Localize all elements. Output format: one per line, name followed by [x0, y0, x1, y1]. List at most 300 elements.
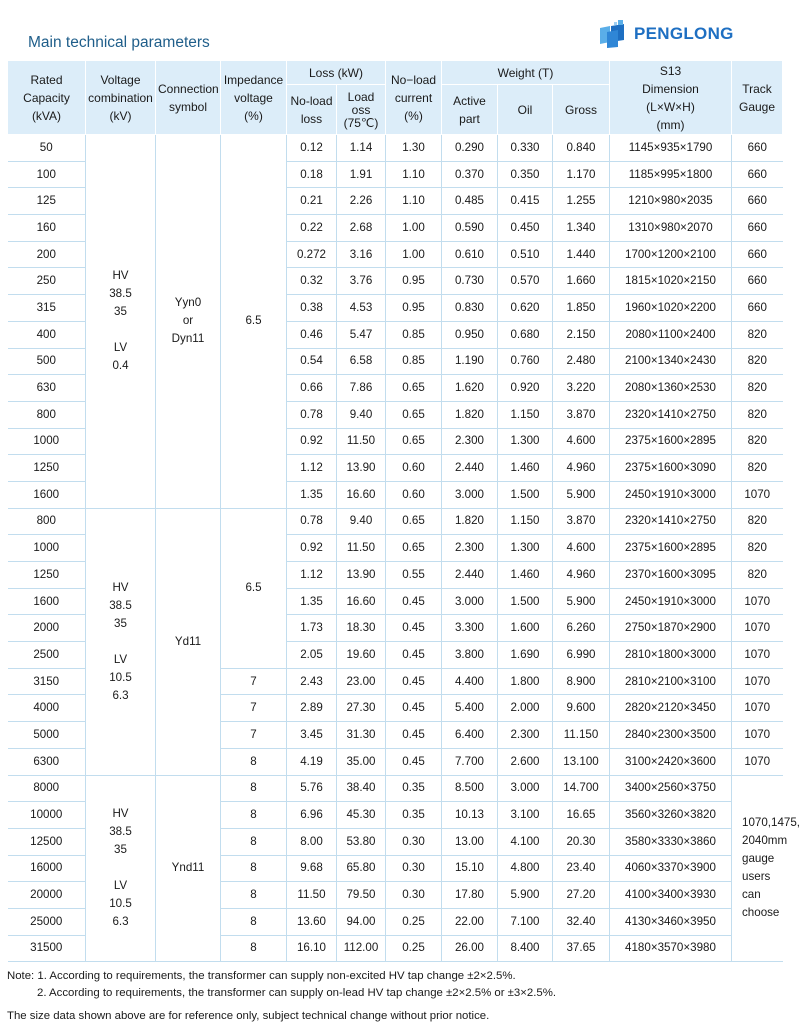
active-part-weight-cell: 17.80 [442, 882, 498, 909]
impedance-voltage-cell: 6.5 [221, 135, 287, 509]
oil-weight-cell: 8.400 [498, 935, 553, 962]
table-row [8, 508, 783, 535]
no-load-loss-cell: 1.73 [287, 615, 337, 642]
no-load-current-cell: 0.55 [386, 562, 442, 589]
active-part-weight-cell: 1.190 [442, 348, 498, 375]
load-loss-cell: 79.50 [337, 882, 386, 909]
gross-weight-cell: 0.840 [553, 135, 610, 162]
gross-weight-cell: 37.65 [553, 935, 610, 962]
load-loss-cell: 65.80 [337, 855, 386, 882]
active-part-weight-cell: 2.300 [442, 428, 498, 455]
rated-capacity-cell: 50 [8, 135, 86, 162]
active-part-weight-cell: 22.00 [442, 908, 498, 935]
dimension-cell: 1145×935×1790 [610, 135, 732, 162]
dimension-cell: 2450×1910×3000 [610, 481, 732, 508]
oil-weight-cell: 0.620 [498, 295, 553, 322]
oil-weight-cell: 1.150 [498, 401, 553, 428]
impedance-voltage-cell: 8 [221, 802, 287, 829]
active-part-weight-cell: 4.400 [442, 668, 498, 695]
penglong-logo-icon [598, 20, 628, 48]
active-part-weight-cell: 3.000 [442, 588, 498, 615]
hv-value: 38.5 [109, 825, 132, 839]
hv-value: 35 [114, 616, 127, 630]
no-load-loss-cell: 0.32 [287, 268, 337, 295]
no-load-current-cell: 1.10 [386, 188, 442, 215]
gross-weight-cell: 1.850 [553, 295, 610, 322]
active-part-weight-cell: 1.820 [442, 508, 498, 535]
oil-weight-cell: 0.510 [498, 241, 553, 268]
brand-name: PENGLONG [634, 24, 734, 43]
oil-weight-cell: 0.450 [498, 215, 553, 242]
track-gauge-cell: 660 [732, 215, 783, 242]
load-loss-cell: 23.00 [337, 668, 386, 695]
load-loss-cell: 11.50 [337, 535, 386, 562]
track-gauge-cell: 660 [732, 241, 783, 268]
dimension-cell: 1815×1020×2150 [610, 268, 732, 295]
no-load-loss-cell: 4.19 [287, 748, 337, 775]
load-loss-cell: 5.47 [337, 321, 386, 348]
no-load-current-cell: 0.45 [386, 615, 442, 642]
no-load-current-cell: 0.30 [386, 882, 442, 909]
dimension-cell: 3580×3330×3860 [610, 828, 732, 855]
dimension-cell: 4180×3570×3980 [610, 935, 732, 962]
no-load-loss-cell: 1.35 [287, 588, 337, 615]
notes [7, 968, 556, 1025]
header-no-load-loss: No-load loss [287, 85, 337, 135]
rated-capacity-cell: 5000 [8, 722, 86, 749]
dimension-cell: 2320×1410×2750 [610, 401, 732, 428]
track-gauge-cell: 660 [732, 135, 783, 162]
dimension-cell: 2840×2300×3500 [610, 722, 732, 749]
no-load-current-cell: 1.10 [386, 161, 442, 188]
gross-weight-cell: 32.40 [553, 908, 610, 935]
dimension-cell: 2080×1100×2400 [610, 321, 732, 348]
gross-weight-cell: 5.900 [553, 481, 610, 508]
load-loss-cell: 16.60 [337, 481, 386, 508]
no-load-loss-cell: 0.92 [287, 428, 337, 455]
gross-weight-cell: 4.600 [553, 535, 610, 562]
no-load-loss-cell: 0.78 [287, 401, 337, 428]
active-part-weight-cell: 3.000 [442, 481, 498, 508]
no-load-loss-cell: 2.89 [287, 695, 337, 722]
dimension-cell: 2450×1910×3000 [610, 588, 732, 615]
load-loss-cell: 2.26 [337, 188, 386, 215]
rated-capacity-cell: 1600 [8, 481, 86, 508]
impedance-voltage-cell: 8 [221, 828, 287, 855]
table-row [8, 775, 783, 802]
rated-capacity-cell: 125 [8, 188, 86, 215]
dimension-cell: 4100×3400×3930 [610, 882, 732, 909]
oil-weight-cell: 2.000 [498, 695, 553, 722]
rated-capacity-cell: 4000 [8, 695, 86, 722]
header-weight-group: Weight (T) [442, 61, 610, 85]
spacer [86, 321, 155, 339]
active-part-weight-cell: 10.13 [442, 802, 498, 829]
active-part-weight-cell: 13.00 [442, 828, 498, 855]
no-load-current-cell: 0.95 [386, 268, 442, 295]
no-load-loss-cell: 0.46 [287, 321, 337, 348]
dimension-cell: 3400×2560×3750 [610, 775, 732, 802]
dimension-cell: 2370×1600×3095 [610, 562, 732, 589]
no-load-current-cell: 0.85 [386, 321, 442, 348]
note-1: Note: 1. According to requirements, the transformer can supply non-excited HV tap change ±2×2.5%. [7, 970, 516, 982]
header-track-gauge: Track Gauge [732, 61, 783, 135]
no-load-current-cell: 0.65 [386, 508, 442, 535]
oil-weight-cell: 1.690 [498, 642, 553, 669]
voltage-combination-cell [86, 508, 156, 775]
dimension-cell: 2080×1360×2530 [610, 375, 732, 402]
load-loss-cell: 94.00 [337, 908, 386, 935]
dimension-cell: 3560×3260×3820 [610, 802, 732, 829]
gross-weight-cell: 1.170 [553, 161, 610, 188]
gross-weight-cell: 20.30 [553, 828, 610, 855]
track-gauge-cell: 1070 [732, 695, 783, 722]
active-part-weight-cell: 0.485 [442, 188, 498, 215]
oil-weight-cell: 2.300 [498, 722, 553, 749]
technical-parameters-table [7, 60, 800, 962]
oil-weight-cell: 0.330 [498, 135, 553, 162]
lv-label: LV [113, 341, 128, 355]
dimension-cell: 1185×995×1800 [610, 161, 732, 188]
no-load-loss-cell: 0.21 [287, 188, 337, 215]
dimension-cell: 1210×980×2035 [610, 188, 732, 215]
no-load-current-cell: 1.00 [386, 241, 442, 268]
no-load-loss-cell: 3.45 [287, 722, 337, 749]
spacer [86, 633, 155, 651]
no-load-current-cell: 0.45 [386, 748, 442, 775]
rated-capacity-cell: 315 [8, 295, 86, 322]
gross-weight-cell: 1.340 [553, 215, 610, 242]
load-loss-cell: 3.16 [337, 241, 386, 268]
no-load-current-cell: 0.65 [386, 535, 442, 562]
load-loss-cell: 19.60 [337, 642, 386, 669]
no-load-current-cell: 0.65 [386, 401, 442, 428]
rated-capacity-cell: 500 [8, 348, 86, 375]
header-gross: Gross [553, 85, 610, 135]
dimension-cell: 1960×1020×2200 [610, 295, 732, 322]
impedance-voltage-cell: 6.5 [221, 508, 287, 668]
header-connection-symbol: Connection symbol [156, 61, 221, 135]
hv-label: HV [112, 580, 129, 594]
track-gauge-cell: 820 [732, 535, 783, 562]
no-load-loss-cell: 0.272 [287, 241, 337, 268]
gross-weight-cell: 6.260 [553, 615, 610, 642]
table-row [8, 135, 783, 162]
table-header [8, 61, 783, 135]
lv-value: 10.5 [109, 670, 132, 684]
impedance-voltage-cell: 8 [221, 935, 287, 962]
oil-weight-cell: 0.920 [498, 375, 553, 402]
dimension-cell: 2375×1600×2895 [610, 535, 732, 562]
rated-capacity-cell: 2500 [8, 642, 86, 669]
rated-capacity-cell: 1250 [8, 562, 86, 589]
dimension-cell: 2100×1340×2430 [610, 348, 732, 375]
no-load-loss-cell: 8.00 [287, 828, 337, 855]
connection-symbol: Yyn0 [174, 296, 202, 310]
load-loss-cell: 35.00 [337, 748, 386, 775]
connection-symbol: or [182, 314, 194, 328]
no-load-current-cell: 0.30 [386, 855, 442, 882]
no-load-current-cell: 0.30 [386, 828, 442, 855]
no-load-current-cell: 0.95 [386, 295, 442, 322]
gross-weight-cell: 5.900 [553, 588, 610, 615]
active-part-weight-cell: 1.820 [442, 401, 498, 428]
oil-weight-cell: 1.500 [498, 588, 553, 615]
active-part-weight-cell: 5.400 [442, 695, 498, 722]
active-part-weight-cell: 7.700 [442, 748, 498, 775]
rated-capacity-cell: 25000 [8, 908, 86, 935]
rated-capacity-cell: 3150 [8, 668, 86, 695]
active-part-weight-cell: 26.00 [442, 935, 498, 962]
gross-weight-cell: 9.600 [553, 695, 610, 722]
active-part-weight-cell: 0.830 [442, 295, 498, 322]
track-gauge-cell: 820 [732, 428, 783, 455]
oil-weight-cell: 1.150 [498, 508, 553, 535]
note-2: 2. According to requirements, the transformer can supply on-lead HV tap change ±2×2.5% or ±3×2.5%. [37, 987, 557, 999]
gross-weight-cell: 3.870 [553, 401, 610, 428]
rated-capacity-cell: 10000 [8, 802, 86, 829]
oil-weight-cell: 7.100 [498, 908, 553, 935]
connection-symbol: Ynd11 [171, 861, 205, 875]
header-load-loss: Load oss (75℃) [337, 85, 386, 135]
gross-weight-cell: 1.660 [553, 268, 610, 295]
load-loss-cell: 27.30 [337, 695, 386, 722]
active-part-weight-cell: 0.370 [442, 161, 498, 188]
disclaimer: The size data shown above are for reference only, subject technical change without prior notice. [7, 1010, 490, 1022]
gauge-note-line: 1070,1475, [742, 816, 800, 830]
hv-label: HV [112, 807, 129, 821]
oil-weight-cell: 1.460 [498, 562, 553, 589]
rated-capacity-cell: 6300 [8, 748, 86, 775]
hv-value: 38.5 [109, 598, 132, 612]
dimension-cell: 2810×1800×3000 [610, 642, 732, 669]
dimension-cell: 2750×1870×2900 [610, 615, 732, 642]
active-part-weight-cell: 0.610 [442, 241, 498, 268]
active-part-weight-cell: 2.440 [442, 455, 498, 482]
hv-value: 35 [114, 305, 127, 319]
active-part-weight-cell: 2.300 [442, 535, 498, 562]
no-load-loss-cell: 1.12 [287, 455, 337, 482]
dimension-cell: 1700×1200×2100 [610, 241, 732, 268]
no-load-loss-cell: 0.22 [287, 215, 337, 242]
rated-capacity-cell: 800 [8, 401, 86, 428]
active-part-weight-cell: 1.620 [442, 375, 498, 402]
track-gauge-cell: 1070 [732, 722, 783, 749]
no-load-loss-cell: 5.76 [287, 775, 337, 802]
hv-value: 35 [114, 843, 127, 857]
load-loss-cell: 16.60 [337, 588, 386, 615]
no-load-loss-cell: 0.38 [287, 295, 337, 322]
header-voltage-combination: Voltage combination (kV) [86, 61, 156, 135]
track-gauge-cell: 820 [732, 348, 783, 375]
no-load-loss-cell: 13.60 [287, 908, 337, 935]
dimension-cell: 2320×1410×2750 [610, 508, 732, 535]
track-gauge-note-cell [732, 775, 800, 962]
gross-weight-cell: 23.40 [553, 855, 610, 882]
gross-weight-cell: 2.480 [553, 348, 610, 375]
gauge-note-line: 2040mm [742, 834, 788, 848]
lv-value: 0.4 [112, 359, 129, 373]
connection-symbol-cell [156, 508, 221, 775]
gauge-note-line: choose [742, 906, 780, 920]
load-loss-cell: 13.90 [337, 562, 386, 589]
no-load-current-cell: 0.45 [386, 668, 442, 695]
track-gauge-cell: 820 [732, 508, 783, 535]
oil-weight-cell: 3.100 [498, 802, 553, 829]
rated-capacity-cell: 1000 [8, 535, 86, 562]
rated-capacity-cell: 8000 [8, 775, 86, 802]
no-load-loss-cell: 2.05 [287, 642, 337, 669]
no-load-current-cell: 0.65 [386, 428, 442, 455]
impedance-voltage-cell: 7 [221, 695, 287, 722]
voltage-combination-cell [86, 135, 156, 509]
rated-capacity-cell: 1000 [8, 428, 86, 455]
no-load-loss-cell: 0.92 [287, 535, 337, 562]
track-gauge-cell: 660 [732, 161, 783, 188]
table-body [8, 135, 800, 962]
no-load-current-cell: 0.85 [386, 348, 442, 375]
load-loss-cell: 53.80 [337, 828, 386, 855]
track-gauge-cell: 660 [732, 295, 783, 322]
header-dimension: S13 Dimension (L×W×H) (mm) [610, 61, 732, 135]
rated-capacity-cell: 2000 [8, 615, 86, 642]
dimension-cell: 2820×2120×3450 [610, 695, 732, 722]
track-gauge-cell: 820 [732, 562, 783, 589]
gross-weight-cell: 14.700 [553, 775, 610, 802]
track-gauge-cell: 1070 [732, 642, 783, 669]
load-loss-cell: 13.90 [337, 455, 386, 482]
impedance-voltage-cell: 7 [221, 722, 287, 749]
no-load-current-cell: 0.60 [386, 481, 442, 508]
lv-value: 6.3 [112, 915, 129, 929]
no-load-loss-cell: 1.12 [287, 562, 337, 589]
load-loss-cell: 1.91 [337, 161, 386, 188]
rated-capacity-cell: 1600 [8, 588, 86, 615]
no-load-current-cell: 0.45 [386, 695, 442, 722]
track-gauge-cell: 820 [732, 321, 783, 348]
gross-weight-cell: 27.20 [553, 882, 610, 909]
connection-symbol-cell [156, 135, 221, 509]
gross-weight-cell: 2.150 [553, 321, 610, 348]
oil-weight-cell: 2.600 [498, 748, 553, 775]
load-loss-cell: 112.00 [337, 935, 386, 962]
dimension-cell: 2375×1600×2895 [610, 428, 732, 455]
connection-symbol-cell [156, 775, 221, 962]
no-load-current-cell: 1.30 [386, 135, 442, 162]
rated-capacity-cell: 250 [8, 268, 86, 295]
load-loss-cell: 4.53 [337, 295, 386, 322]
no-load-current-cell: 0.60 [386, 455, 442, 482]
load-loss-cell: 6.58 [337, 348, 386, 375]
dimension-cell: 1310×980×2070 [610, 215, 732, 242]
oil-weight-cell: 1.300 [498, 428, 553, 455]
no-load-current-cell: 0.45 [386, 588, 442, 615]
gross-weight-cell: 1.255 [553, 188, 610, 215]
gauge-note-line: gauge [742, 852, 775, 866]
lv-label: LV [113, 652, 128, 666]
load-loss-cell: 45.30 [337, 802, 386, 829]
header-no-load-current: No−load current (%) [386, 61, 442, 135]
track-gauge-cell: 1070 [732, 588, 783, 615]
gross-weight-cell: 1.440 [553, 241, 610, 268]
load-loss-cell: 9.40 [337, 508, 386, 535]
dimension-cell: 4060×3370×3900 [610, 855, 732, 882]
connection-symbol: Dyn11 [171, 332, 205, 346]
oil-weight-cell: 0.570 [498, 268, 553, 295]
no-load-loss-cell: 0.18 [287, 161, 337, 188]
gross-weight-cell: 4.960 [553, 455, 610, 482]
load-loss-cell: 3.76 [337, 268, 386, 295]
header-active-part: Active part [442, 85, 498, 135]
rated-capacity-cell: 200 [8, 241, 86, 268]
active-part-weight-cell: 8.500 [442, 775, 498, 802]
gross-weight-cell: 3.870 [553, 508, 610, 535]
rated-capacity-cell: 800 [8, 508, 86, 535]
active-part-weight-cell: 3.300 [442, 615, 498, 642]
load-loss-cell: 1.14 [337, 135, 386, 162]
header-impedance-voltage: Impedance voltage (%) [221, 61, 287, 135]
track-gauge-cell: 660 [732, 188, 783, 215]
no-load-loss-cell: 16.10 [287, 935, 337, 962]
lv-value: 6.3 [112, 688, 129, 702]
load-loss-cell: 31.30 [337, 722, 386, 749]
gross-weight-cell: 3.220 [553, 375, 610, 402]
no-load-loss-cell: 6.96 [287, 802, 337, 829]
oil-weight-cell: 1.500 [498, 481, 553, 508]
track-gauge-cell: 660 [732, 268, 783, 295]
rated-capacity-cell: 31500 [8, 935, 86, 962]
oil-weight-cell: 0.415 [498, 188, 553, 215]
track-gauge-cell: 1070 [732, 615, 783, 642]
header-rated-capacity: Rated Capacity (kVA) [8, 61, 86, 135]
no-load-loss-cell: 0.66 [287, 375, 337, 402]
track-gauge-cell: 1070 [732, 748, 783, 775]
impedance-voltage-cell: 8 [221, 882, 287, 909]
dimension-cell: 2810×2100×3100 [610, 668, 732, 695]
no-load-current-cell: 1.00 [386, 215, 442, 242]
no-load-loss-cell: 0.54 [287, 348, 337, 375]
no-load-loss-cell: 9.68 [287, 855, 337, 882]
rated-capacity-cell: 16000 [8, 855, 86, 882]
rated-capacity-cell: 12500 [8, 828, 86, 855]
gross-weight-cell: 6.990 [553, 642, 610, 669]
rated-capacity-cell: 400 [8, 321, 86, 348]
impedance-voltage-cell: 8 [221, 908, 287, 935]
spacer [86, 859, 155, 877]
active-part-weight-cell: 0.590 [442, 215, 498, 242]
oil-weight-cell: 1.300 [498, 535, 553, 562]
active-part-weight-cell: 0.730 [442, 268, 498, 295]
no-load-current-cell: 0.35 [386, 775, 442, 802]
header-oil: Oil [498, 85, 553, 135]
connection-symbol: Yd11 [174, 634, 202, 648]
gross-weight-cell: 13.100 [553, 748, 610, 775]
track-gauge-cell: 820 [732, 401, 783, 428]
track-gauge-cell: 1070 [732, 668, 783, 695]
gross-weight-cell: 4.600 [553, 428, 610, 455]
oil-weight-cell: 5.900 [498, 882, 553, 909]
oil-weight-cell: 4.100 [498, 828, 553, 855]
active-part-weight-cell: 2.440 [442, 562, 498, 589]
no-load-loss-cell: 0.12 [287, 135, 337, 162]
rated-capacity-cell: 20000 [8, 882, 86, 909]
track-gauge-cell: 820 [732, 375, 783, 402]
rated-capacity-cell: 100 [8, 161, 86, 188]
rated-capacity-cell: 630 [8, 375, 86, 402]
impedance-voltage-cell: 8 [221, 748, 287, 775]
oil-weight-cell: 1.800 [498, 668, 553, 695]
active-part-weight-cell: 0.290 [442, 135, 498, 162]
